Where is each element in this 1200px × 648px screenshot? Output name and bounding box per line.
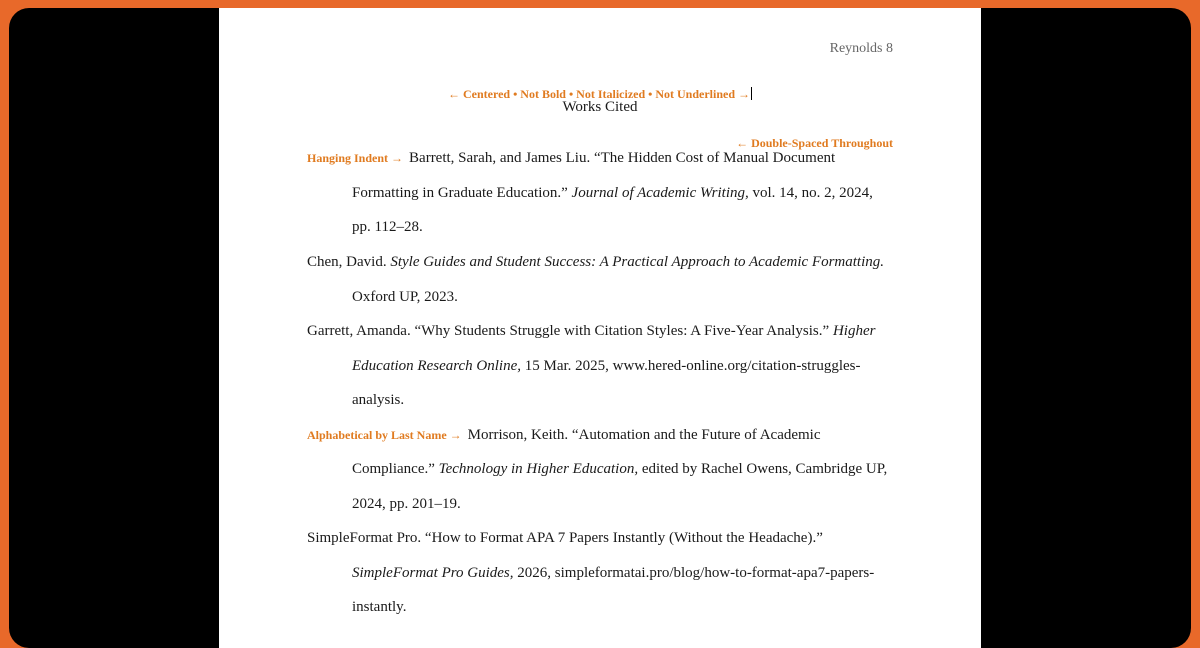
- citation-text: edited by Rachel Owens, Cambridge UP,: [638, 461, 888, 477]
- citation-text: Oxford UP, 2023.: [352, 289, 458, 305]
- citation-text: 15 Mar. 2025, www.hered-online.org/citation-struggles-: [520, 358, 861, 374]
- citation-line: [352, 597, 406, 617]
- citation-line: [352, 563, 874, 583]
- citation-text: 2026, simpleformatai.pro/blog/how-to-format-apa7-papers-: [513, 565, 875, 581]
- citation-source-title: SimpleFormat Pro Guides,: [352, 565, 514, 581]
- citation-line: [352, 217, 423, 237]
- document-page: [219, 8, 981, 648]
- title-format-annotation-text: ← Centered • Not Bold • Not Italicized • Not Underlined →: [447, 87, 751, 101]
- citation-text: instantly.: [352, 599, 407, 615]
- citation-line: [352, 356, 861, 376]
- citation-text: vol. 14, no. 2, 2024,: [748, 185, 873, 201]
- citation-text: Compliance.”: [352, 461, 439, 477]
- citation-text: Formatting in Graduate Education.”: [352, 185, 572, 201]
- citation-text: pp. 112–28.: [352, 219, 423, 235]
- citation-line: [307, 148, 835, 168]
- citation-source-title: Technology in Higher Education,: [438, 461, 639, 477]
- citation-line: [307, 252, 884, 272]
- citation-text: analysis.: [352, 392, 405, 408]
- citation-line: [352, 459, 887, 479]
- citation-source-title: Style Guides and Student Success: A Practical Approach to Academic Formatting.: [390, 254, 884, 270]
- page-header-number: Reynolds 8: [829, 41, 893, 56]
- citation-text: Garrett, Amanda. “Why Students Struggle with Citation Styles: A Five-Year Analysis.”: [307, 323, 833, 339]
- citation-source-title: Higher: [832, 323, 876, 339]
- citation-line: [307, 321, 875, 341]
- citation-text: SimpleFormat Pro. “How to Format APA 7 Papers Instantly (Without the Headache).”: [307, 530, 823, 546]
- page-title: Works Cited: [562, 99, 638, 115]
- citation-source-title: Journal of Academic Writing,: [571, 185, 749, 201]
- citation-line: [352, 494, 461, 514]
- citation-text: Barrett, Sarah, and James Liu. “The Hidden Cost of Manual Document: [409, 150, 836, 166]
- citation-source-title: Education Research Online,: [352, 358, 521, 374]
- citation-text: Chen, David.: [307, 254, 391, 270]
- double-spaced-annotation: ← Double-Spaced Throughout: [736, 136, 893, 150]
- citation-line: [307, 528, 823, 548]
- citation-line: [352, 183, 873, 203]
- citation-line: [307, 425, 821, 445]
- citation-line: [352, 287, 458, 307]
- hanging-indent-annotation: Hanging Indent →: [307, 151, 404, 165]
- citation-text: 2024, pp. 201–19.: [352, 496, 461, 512]
- citation-text: Morrison, Keith. “Automation and the Future of Academic: [467, 427, 821, 443]
- alphabetical-annotation: Alphabetical by Last Name →: [307, 428, 462, 442]
- outer-frame: [9, 8, 1191, 648]
- citation-line: [352, 390, 404, 410]
